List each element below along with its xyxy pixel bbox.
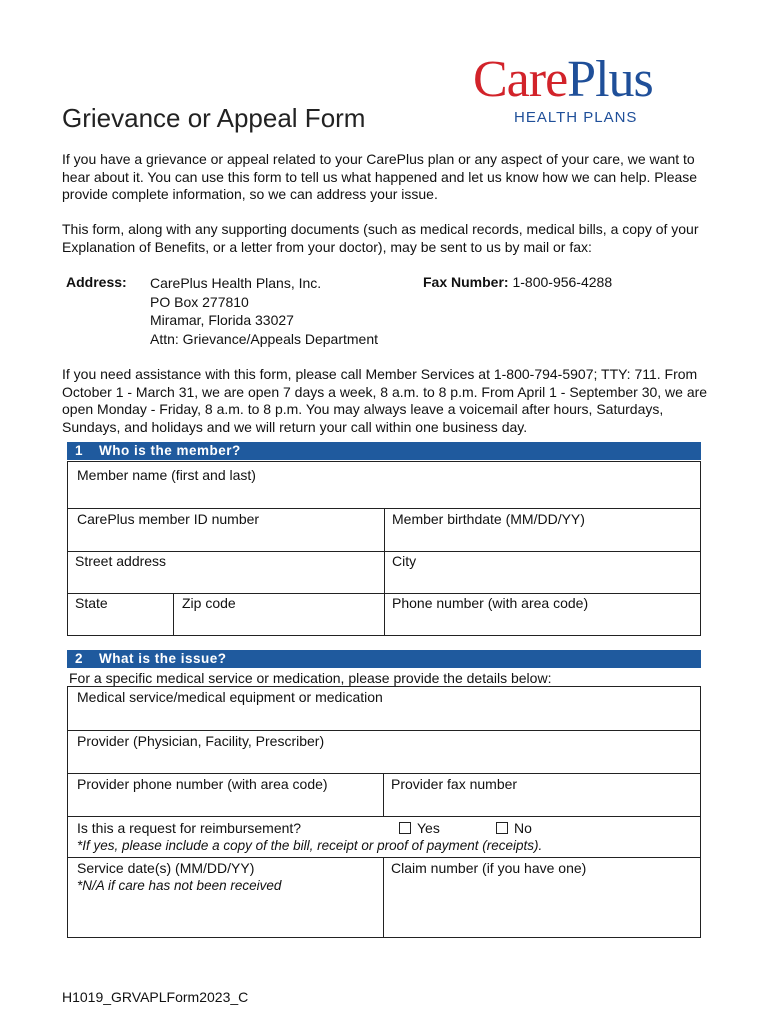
section-1-title: Who is the member?	[99, 443, 241, 458]
reimbursement-question: Is this a request for reimbursement?	[77, 820, 302, 836]
city-field[interactable]	[384, 551, 701, 594]
provider-phone-label: Provider phone number (with area code)	[77, 776, 328, 792]
street-address-field[interactable]	[67, 551, 385, 594]
reimbursement-note: *If yes, please include a copy of the bill, receipt or proof of payment (receipts).	[77, 838, 543, 853]
claim-number-field[interactable]	[383, 857, 701, 938]
provider-fax-field[interactable]	[383, 773, 701, 817]
intro-paragraph: If you have a grievance or appeal related to your CarePlus plan or any aspect of your care, we want to hear about it. You can use this form to tell us what happened and let us know how we can help. Please provide complete information, so we can address your issue.	[62, 151, 698, 202]
yes-label: Yes	[417, 820, 440, 836]
address-line: PO Box 277810	[150, 293, 249, 310]
medical-service-label: Medical service/medical equipment or medication	[77, 689, 383, 705]
phone-number-field[interactable]	[384, 593, 701, 636]
section-2-title: What is the issue?	[99, 651, 227, 666]
fax-number: 1-800-956-4288	[512, 274, 613, 290]
street-address-label: Street address	[75, 553, 167, 569]
form-code-footer: H1019_GRVAPLForm2023_C	[62, 989, 249, 1005]
member-id-field[interactable]	[67, 508, 385, 552]
provider-field[interactable]	[67, 730, 701, 774]
medical-service-field[interactable]	[67, 686, 701, 731]
birthdate-field[interactable]	[384, 508, 701, 552]
section-2-header	[67, 650, 701, 668]
service-dates-field[interactable]	[67, 857, 384, 938]
section-2-number: 2	[75, 651, 84, 666]
zip-code-label: Zip code	[182, 595, 236, 611]
provider-phone-field[interactable]	[67, 773, 384, 817]
member-name-label: Member name (first and last)	[77, 467, 256, 483]
provider-fax-label: Provider fax number	[391, 776, 518, 792]
provider-label: Provider (Physician, Facility, Prescriber)	[77, 733, 325, 749]
reimbursement-row	[67, 816, 701, 858]
address-line: Attn: Grievance/Appeals Department	[150, 330, 379, 347]
service-dates-label: Service date(s) (MM/DD/YY)	[77, 860, 255, 876]
state-label: State	[75, 595, 108, 611]
reimbursement-no-option[interactable]	[496, 820, 532, 836]
logo-plus-text: Plus	[567, 51, 653, 108]
fax-label: Fax Number:	[423, 274, 509, 290]
city-label: City	[392, 553, 417, 569]
zip-code-field[interactable]	[173, 593, 385, 636]
careplus-logo	[473, 51, 653, 108]
send-info-paragraph: This form, along with any supporting documents (such as medical records, medical bills, a copy of your Explanation of Benefits, or a letter from your doctor), may be sent to us by mail or fax:	[62, 221, 699, 255]
member-name-field[interactable]	[67, 461, 701, 509]
section-2-intro: For a specific medical service or medication, please provide the details below:	[69, 670, 552, 686]
phone-number-label: Phone number (with area code)	[392, 595, 589, 611]
assistance-paragraph: If you need assistance with this form, please call Member Services at 1-800-794-5907; TTY: 711. From October 1 - March 31, we are open 7 days a week, 8 a.m. to 8 p.m. From April 1 - September 30, we are open Monday - Friday, 8 a.m. to 8 p.m. You may always leave a voicemail after hours, Saturdays, Sundays, and holidays and we will return your call within one business day.	[62, 366, 708, 435]
fax-info	[423, 274, 612, 290]
service-dates-note: *N/A if care has not been received	[77, 878, 282, 893]
member-id-label: CarePlus member ID number	[77, 511, 260, 527]
birthdate-label: Member birthdate (MM/DD/YY)	[392, 511, 585, 527]
claim-number-label: Claim number (if you have one)	[391, 860, 587, 876]
no-label: No	[514, 820, 532, 836]
reimbursement-yes-option[interactable]	[399, 820, 440, 836]
address-label: Address:	[66, 274, 127, 290]
logo-subtitle: HEALTH PLANS	[514, 109, 638, 126]
state-field[interactable]	[67, 593, 174, 636]
address-line: CarePlus Health Plans, Inc.	[150, 275, 322, 291]
section-1-number: 1	[75, 443, 84, 458]
logo-care-text: Care	[473, 51, 568, 108]
address-line: Miramar, Florida 33027	[150, 312, 294, 328]
yes-checkbox[interactable]	[399, 822, 411, 834]
no-checkbox[interactable]	[496, 822, 508, 834]
address-block	[150, 274, 378, 348]
section-1-header	[67, 442, 701, 460]
page-title: Grievance or Appeal Form	[62, 103, 366, 133]
